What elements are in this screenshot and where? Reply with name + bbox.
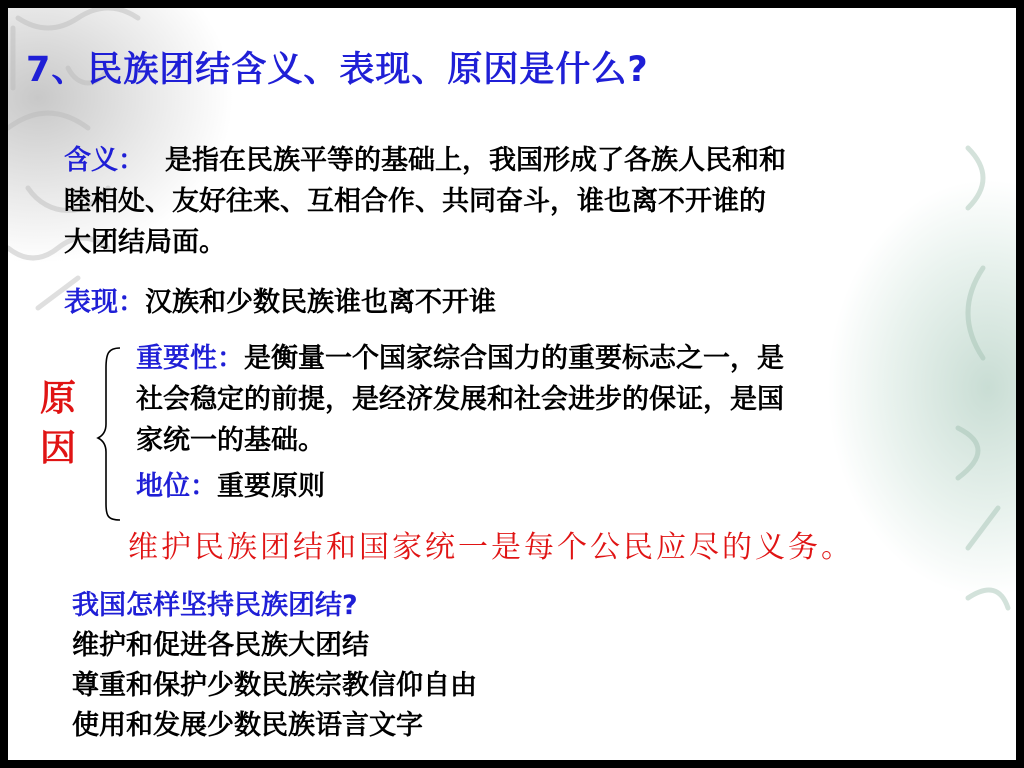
meaning-block: [64, 140, 786, 263]
importance-text-1: 是衡量一个国家综合国力的重要标志之一，是: [244, 343, 784, 374]
how-item-3: 使用和发展少数民族语言文字: [72, 710, 423, 741]
meaning-line-1: [64, 140, 786, 181]
status-label: 地位：: [136, 471, 217, 502]
importance-line-1: [136, 338, 784, 379]
reason-label-char-2: 因: [40, 428, 77, 469]
reason-label-char-1: 原: [40, 378, 77, 419]
meaning-line-3: 大团结局面。: [64, 227, 226, 258]
importance-block: [136, 338, 784, 461]
slide-title: 7、民族团结含义、表现、原因是什么?: [26, 50, 649, 90]
meaning-label: 含义：: [64, 145, 145, 176]
slide: [8, 8, 1016, 760]
manifestation-label: 表现：: [64, 287, 145, 318]
left-brace: [96, 344, 126, 524]
how-item-1: 维护和促进各民族大团结: [72, 630, 369, 661]
how-item-2: 尊重和保护少数民族宗教信仰自由: [72, 670, 477, 701]
status-block: [136, 466, 325, 507]
importance-line-2: 社会稳定的前提，是经济发展和社会进步的保证，是国: [136, 384, 784, 415]
how-question: 我国怎样坚持民族团结?: [72, 590, 358, 621]
duty-statement: 维护民族团结和国家统一是每个公民应尽的义务。: [128, 530, 854, 565]
manifestation-text: 汉族和少数民族谁也离不开谁: [145, 287, 496, 318]
status-text: 重要原则: [217, 471, 325, 502]
meaning-line-2: 睦相处、友好往来、互相合作、共同奋斗，谁也离不开谁的: [64, 186, 766, 217]
importance-label: 重要性：: [136, 343, 244, 374]
meaning-text-1: 是指在民族平等的基础上，我国形成了各族人民和和: [165, 145, 786, 176]
how-block: [72, 586, 477, 746]
importance-line-3: 家统一的基础。: [136, 425, 325, 456]
manifestation-block: [64, 282, 496, 323]
